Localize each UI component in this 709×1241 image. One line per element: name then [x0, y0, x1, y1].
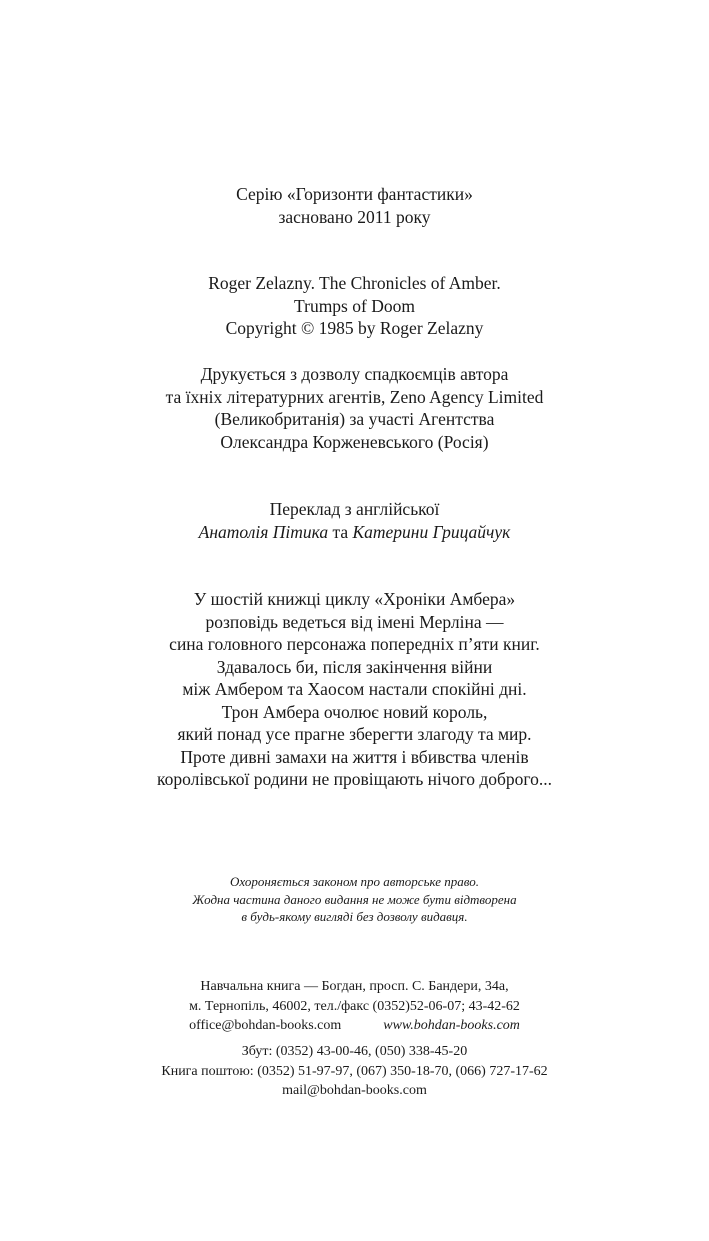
translator-name: Анатолія Пітика [198, 521, 329, 542]
series-line: Серію «Горизонти фантастики» [236, 184, 473, 204]
permission-line: та їхніх літературних агентів, Zeno Agency Limited [165, 386, 544, 407]
series-line: засновано 2011 року [278, 206, 431, 227]
permission-line: (Великобританія) за участі Агентства [214, 409, 495, 429]
rights-line: Охороняється законом про авторське право. [230, 874, 479, 889]
permission-notice [0, 363, 709, 453]
original-copyright [0, 272, 709, 340]
publisher-website-link[interactable]: www.bohdan-books.com [383, 1018, 520, 1033]
book-annotation [0, 588, 709, 791]
annotation-line: сина головного персонажа попередніх п’яти книг. [169, 634, 540, 654]
translation-heading: Переклад з англійської [269, 499, 440, 519]
annotation-line: У шостій книжці циклу «Хроніки Амбера» [193, 589, 516, 609]
annotation-line: Проте дивні замахи на життя і вбивства членів [180, 746, 529, 767]
publisher-email-link[interactable]: office@bohdan-books.com [189, 1018, 342, 1033]
annotation-line: розповідь ведеться від імені Мерліна — [205, 611, 504, 632]
annotation-line: між Амбером та Хаосом настали спокійні дні. [182, 679, 527, 699]
annotation-line: королівської родини не провіщають нічого доброго... [156, 769, 552, 789]
series-info [0, 183, 709, 228]
copyright-line: Roger Zelazny. The Chronicles of Amber. [208, 273, 501, 293]
publisher-phone: м. Тернопіль, 46002, тел./факс (0352)52-06-07; 43-42-62 [189, 998, 520, 1014]
annotation-line: Трон Амбера очолює новий король, [221, 701, 488, 722]
rights-line: Жодна частина даного видання не може бути відтворена [192, 891, 517, 907]
translation-credit [0, 498, 709, 543]
publisher-address: Навчальна книга — Богдан, просп. С. Бандери, 34а, [200, 979, 509, 994]
translator-name: Катерини Грицайчук [352, 521, 511, 542]
mail-order-phone: Книга поштою: (0352) 51-97-97, (067) 350-18-70, (066) 727-17-62 [161, 1063, 548, 1079]
sales-email-link[interactable]: mail@bohdan-books.com [282, 1083, 427, 1098]
permission-line: Друкується з дозволу спадкоємців автора [200, 364, 509, 384]
copyright-line: Trumps of Doom [294, 295, 415, 316]
rights-notice [0, 873, 709, 926]
permission-line: Олександра Корженевського (Росія) [220, 431, 489, 452]
sales-phone: Збут: (0352) 43-00-46, (050) 338-45-20 [241, 1044, 468, 1059]
annotation-line: який понад усе прагне зберегти злагоду та мир. [177, 724, 532, 744]
publisher-contacts [0, 1016, 709, 1036]
publisher-info [0, 977, 709, 1036]
translators-line [0, 521, 709, 544]
sales-info [0, 1042, 709, 1101]
annotation-line: Здавалось би, після закінчення війни [216, 656, 493, 677]
translator-conjunction: та [332, 521, 349, 542]
rights-line: в будь-якому вигляді без дозволу видавця. [241, 909, 468, 924]
copyright-line: Copyright © 1985 by Roger Zelazny [225, 318, 484, 338]
